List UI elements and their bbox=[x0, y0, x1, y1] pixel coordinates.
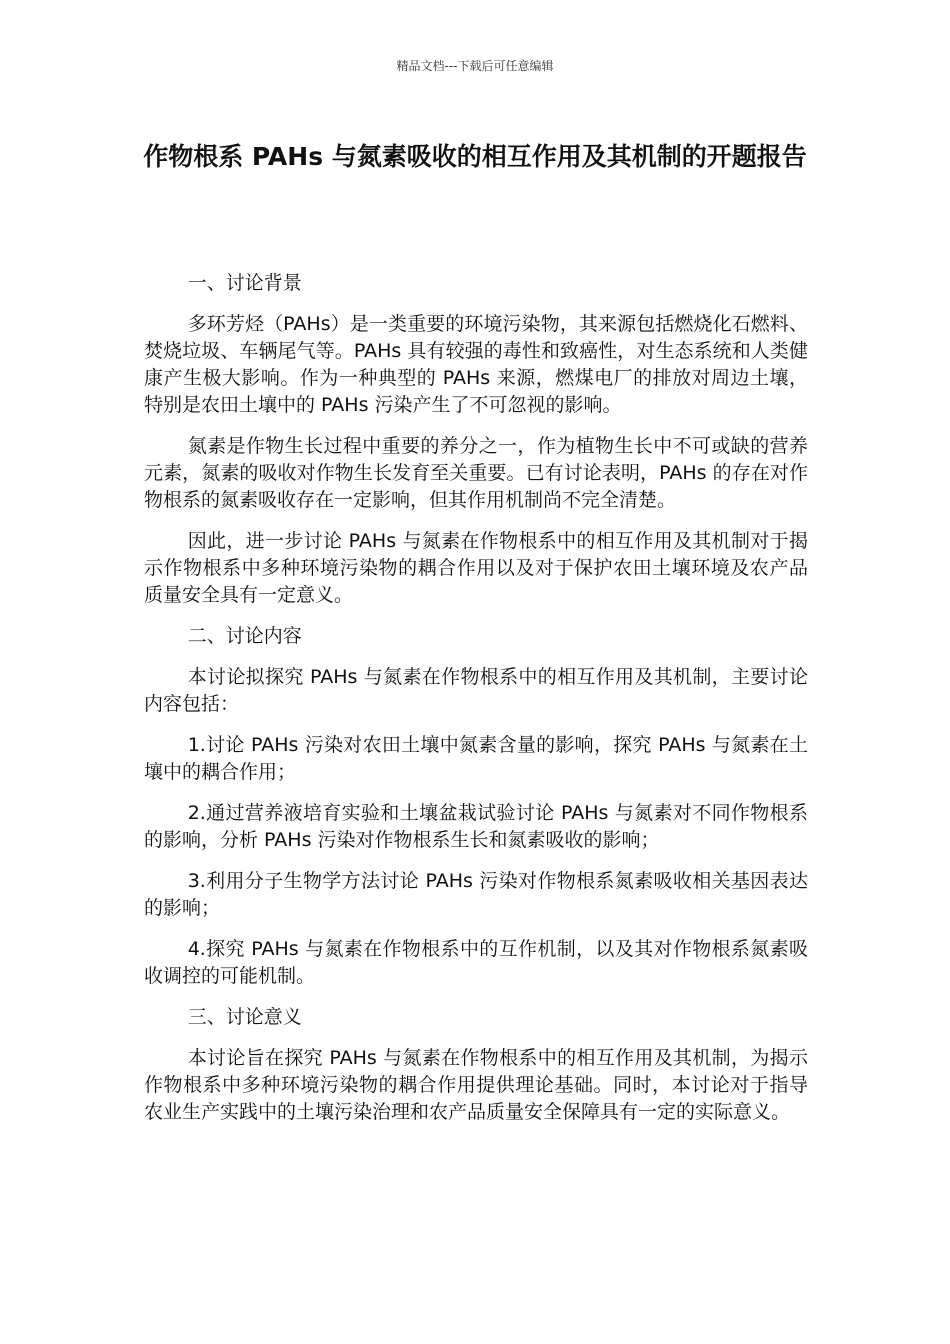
section-significance bbox=[144, 1004, 808, 1126]
paragraph: 氮素是作物生长过程中重要的养分之一，作为植物生长中不可或缺的营养元素，氮素的吸收对作物生长发育至关重要。已有讨论表明，PAHs 的存在对作物根系的氮素吸收存在一定影响，但其作用机制尚不完全清楚。 bbox=[144, 435, 808, 511]
document-body bbox=[144, 270, 808, 1140]
section-heading-background: 一、讨论背景 bbox=[187, 272, 302, 294]
paragraph: 本讨论拟探究 PAHs 与氮素在作物根系中的相互作用及其机制，主要讨论内容包括： bbox=[144, 666, 808, 715]
paragraph: 本讨论旨在探究 PAHs 与氮素在作物根系中的相互作用及其机制，为揭示作物根系中多种环境污染物的耦合作用提供理论基础。同时，本讨论对于指导农业生产实践中的土壤污染治理和农产品质量安全保障具有一定的实际意义。 bbox=[144, 1047, 808, 1123]
list-item: 3.利用分子生物学方法讨论 PAHs 污染对作物根系氮素吸收相关基因表达的影响； bbox=[144, 870, 808, 919]
paragraph: 因此，进一步讨论 PAHs 与氮素在作物根系中的相互作用及其机制对于揭示作物根系中多种环境污染物的耦合作用以及对于保护农田土壤环境及农产品质量安全具有一定意义。 bbox=[144, 530, 808, 606]
list-item: 2.通过营养液培育实验和土壤盆栽试验讨论 PAHs 与氮素对不同作物根系的影响，分析 PAHs 污染对作物根系生长和氮素吸收的影响； bbox=[144, 802, 808, 851]
list-item: 4.探究 PAHs 与氮素在作物根系中的互作机制，以及其对作物根系氮素吸收调控的可能机制。 bbox=[144, 938, 808, 987]
list-item: 1.讨论 PAHs 污染对农田土壤中氮素含量的影响，探究 PAHs 与氮素在土壤中的耦合作用； bbox=[144, 734, 808, 783]
section-background bbox=[144, 270, 808, 609]
section-heading-content: 二、讨论内容 bbox=[187, 625, 302, 647]
header-note: 精品文档---下载后可任意编辑 bbox=[396, 59, 554, 73]
section-content bbox=[144, 623, 808, 990]
paragraph: 多环芳烃（PAHs）是一类重要的环境污染物，其来源包括燃烧化石燃料、焚烧垃圾、车辆尾气等。PAHs 具有较强的毒性和致癌性，对生态系统和人类健康产生极大影响。作为一种典型的 PAHs 来源，燃煤电厂的排放对周边土壤，特别是农田土壤中的 PAHs 污染产生了不可忽视的影响。 bbox=[144, 313, 808, 416]
section-heading-significance: 三、讨论意义 bbox=[187, 1006, 302, 1028]
document-title: 作物根系 PAHs 与氮素吸收的相互作用及其机制的开题报告 bbox=[143, 142, 807, 171]
